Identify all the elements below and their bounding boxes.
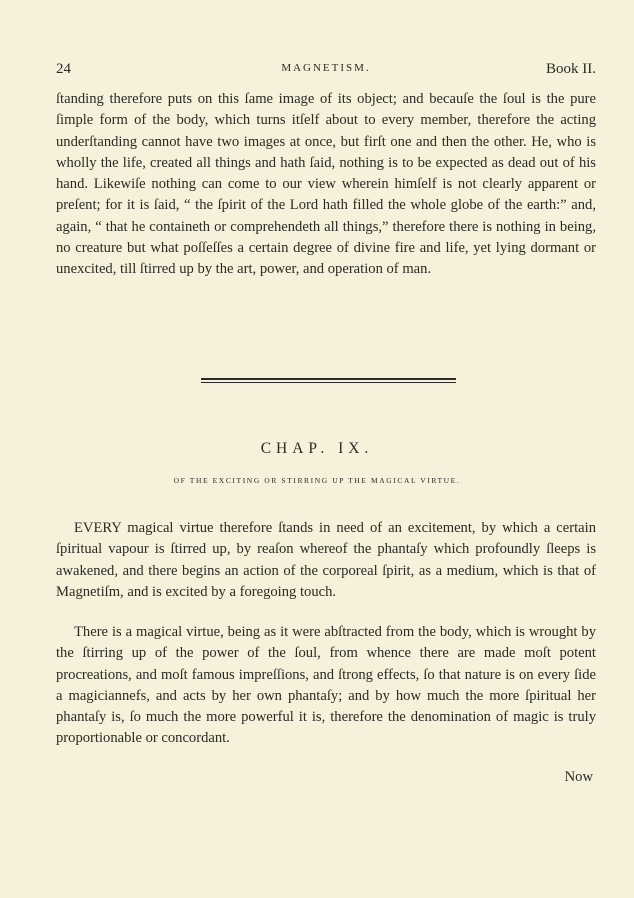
book-reference: Book II. [546,61,596,77]
divider-thin-line [201,382,456,383]
page-number: 24 [56,61,71,77]
body-paragraph: There is a magical virtue, being as it were abſtracted from the body, which is wrought by the ſtirring up of the power of the ſoul, from whence there are made moſt potent procreations, and moſt famous impreſſions, and ſtrong effects, ſo that nature is on every ſide a magiciannefs, and acts by her own phantaſy; and by how much the more ſpiritual her phantaſy is, ſo much the more powerful it is, therefore the denomination of magic is truly proportionable or concordant. [56,624,596,747]
chapter-subtitle: OF THE EXCITING OR STIRRING UP THE MAGICAL VIRTUE. [173,476,461,485]
catchword: Now [564,769,593,785]
section-divider-rule [201,378,456,384]
running-title: MAGNETISM. [281,62,371,74]
chapter-title: CHAP. IX. [260,440,374,457]
body-paragraph-opening: EVERY magical virtue therefore ſtands in need of an excitement, by which a certain ſpiritual vapour is ſtirred up, by reaſon whereof the phantaſy which profoundly ſleeps is awakened, and there begins an action of the corporeal ſpirit, as a medium, which is that of Magnetiſm, and is excited by a foregoing touch. [56,520,596,600]
divider-thick-line [201,378,456,380]
body-paragraph-continued: ſtanding therefore puts on this ſame image of its object; and becauſe the ſoul is the pure ſimple form of the body, which turns itſelf about to every member, therefore the acting underſtanding cannot have two images at once, but firſt one and then the other. He, who is wholly the life, created all things and hath ſaid, nothing is to be expected as dead out of his hand. Likewiſe nothing can come to our view wherein himſelf is not clearly apparent or preſent; for it is ſaid, “ the ſpirit of the Lord hath filled the whole globe of the earth:” and, again, “ that he containeth or comprehendeth all things,” therefore there is nothing in being, no creature but what poſſeſſes a certain degree of divine fire and life, yet lying dormant or unexcited, till ſtirred up by the art, power, and operation of man. [56,91,596,278]
running-head [56,61,596,81]
